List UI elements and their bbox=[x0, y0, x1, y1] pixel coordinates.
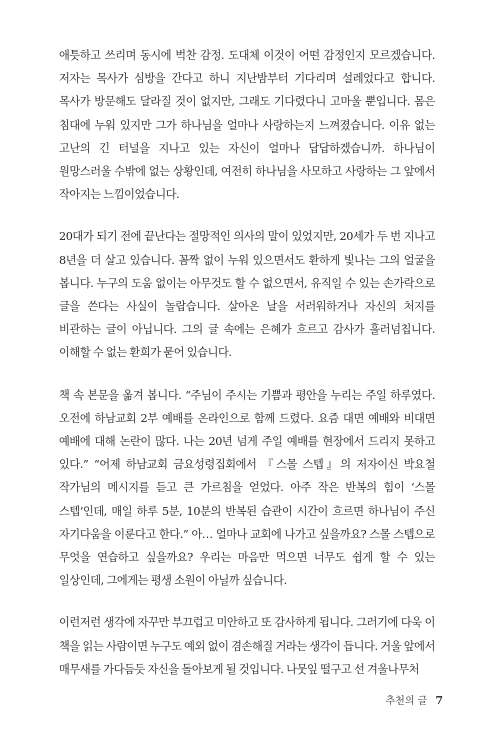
section-title: 추천의 글 bbox=[385, 696, 428, 707]
paragraph-4: 이런저런 생각에 자꾸만 부끄럽고 미안하고 또 감사하게 됩니다. 그러기에 다욱 이 책을 읽는 사람이면 누구도 예외 없이 겸손해질 거라는 생각이 듭니다. 거울 앞에서 매무새를 가다듬듯 자신을 돌아보게 될 것입니다. 나뭇잎 떨구고 선 겨울나무처 bbox=[59, 616, 435, 676]
body-text bbox=[59, 44, 435, 700]
paragraph-2: 20대가 되기 전에 끝난다는 절망적인 의사의 말이 있었지만, 20세가 두 번 지나고 8년을 더 살고 있습니다. 꼼짝 없이 누워 있으면서도 환하게 빛나는 그의 얼굴을 봅니다. 누구의 도움 없이는 아무것도 할 수 없으면서, 유직일 수 있는 손가락으로 글을 쓴다는 사실이 놀랍습니다. 살아온 날을 서러워하거나 자신의 처지를 비관하는 글이 아닙니다. 그의 글 속에는 은혜가 흐르고 감사가 흘러넘칩니다. 이해할 수 없는 환희가 묻어 있습니다. bbox=[59, 230, 435, 360]
page-footer bbox=[386, 692, 443, 707]
paragraph-3: 책 속 본문을 옮겨 봅니다. “주님이 주시는 기쁨과 평안을 누리는 주일 하루였다. 오전에 하남교회 2부 예배를 온라인으로 함께 드렸다. 요즘 대면 예배와 비대면 예배에 대해 논란이 많다. 나는 20년 넘게 주일 예배를 현장에서 드리지 못하고 있다.” “어제 하남교회 금요성령집회에서 『스몰 스텝』의 저자이신 박요철 작가님의 메시지를 듣고 큰 가르침을 얻었다. 아주 작은 반복의 힘이 ‘스몰 스텝’인데, 매일 하루 5분, 10분의 반복된 습관이 시간이 흐르면 하나님이 주신 자기다움을 이룬다고 한다.” 아… 얼마나 교회에 나가고 싶을까요? 스몰 스텝으로 무엇을 연습하고 싶을까요? 우리는 마음만 먹으면 너무도 쉽게 할 수 있는 일상인데, 그에게는 평생 소원이 아닐까 싶습니다. bbox=[59, 388, 435, 588]
page-number: 7 bbox=[435, 694, 443, 707]
paragraph-1: 애틋하고 쓰리며 동시에 벅찬 감정. 도대체 이것이 어떤 감정인지 모르겠습니다. 저자는 목사가 심방을 간다고 하니 지난밤부터 기다리며 설레었다고 합니다. 목사가 방문해도 달라질 것이 없지만, 그래도 기다렸다니 고마울 뿐입니다. 몸은 침대에 누워 있지만 그가 하나님을 얼마나 사랑하는지 느껴졌습니다. 이유 없는 고난의 긴 터널을 지나고 있는 자신이 얼마나 답답하겠습니까. 하나님이 원망스러울 수밖에 없는 상황인데, 여전히 하나님을 사모하고 사랑하는 그 앞에서 작아지는 느낌이었습니다. bbox=[59, 49, 435, 202]
